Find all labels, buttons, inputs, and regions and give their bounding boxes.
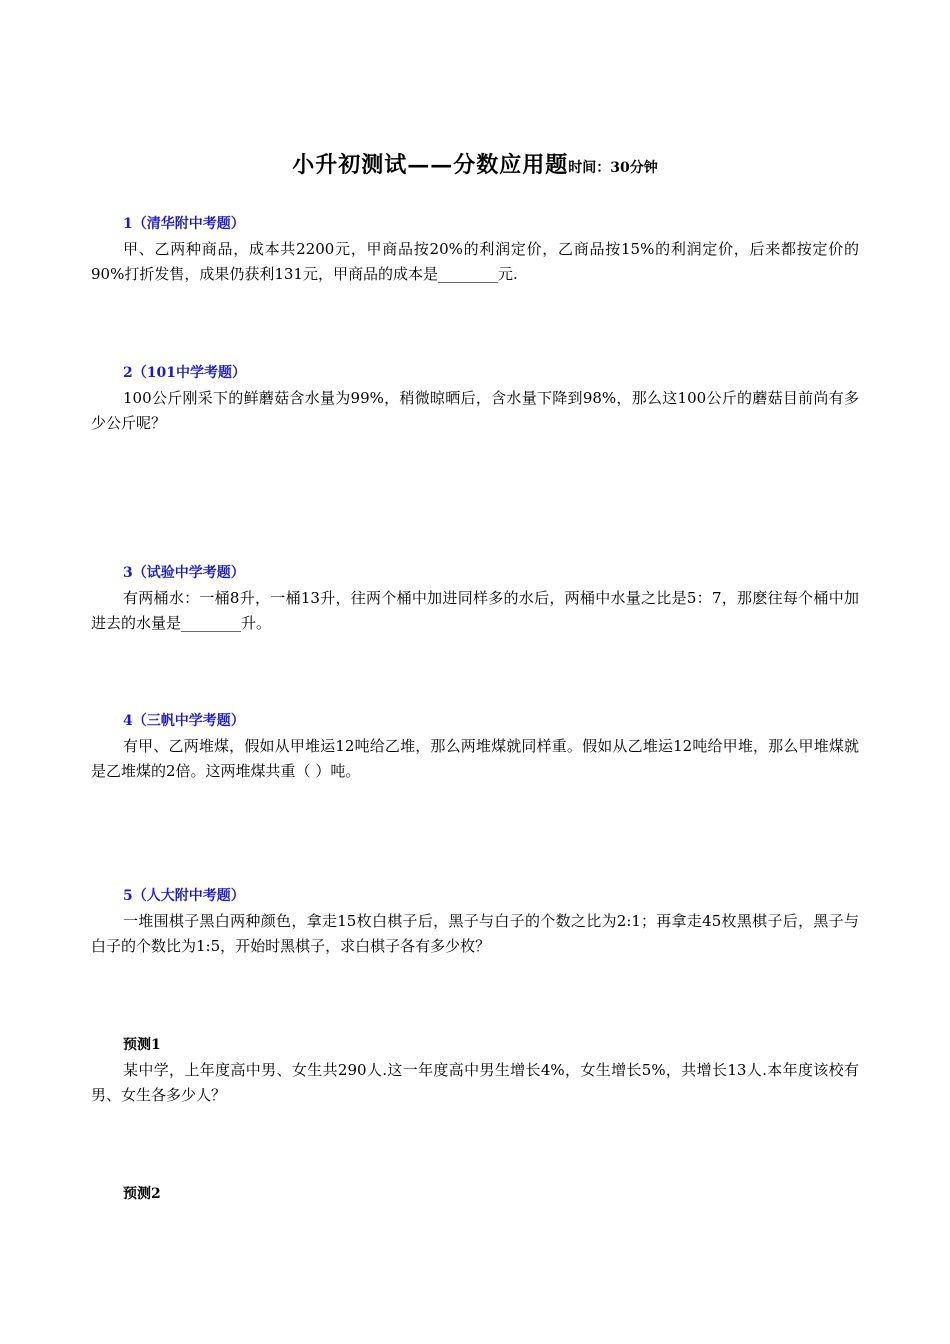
question-text: 甲、乙两种商品，成本共2200元，甲商品按20%的利润定价，乙商品按15%的利润定价，后来都按定价的90%打折发售，成果仍获利131元，甲商品的成本是________元. bbox=[91, 240, 859, 283]
page-title bbox=[0, 148, 950, 179]
title-main: 小升初测试——分数应用题 bbox=[292, 152, 569, 178]
question-2 bbox=[91, 362, 859, 436]
question-heading: 1（清华附中考题） bbox=[123, 216, 245, 232]
question-heading: 2（101中学考题） bbox=[123, 365, 246, 381]
question-text: 有甲、乙两堆煤，假如从甲堆运12吨给乙堆，那么两堆煤就同样重。假如从乙堆运12吨给甲堆，那么甲堆煤就是乙堆煤的2倍。这两堆煤共重（ ）吨。 bbox=[91, 737, 859, 780]
prediction-text: 某中学，上年度高中男、女生共290人.这一年度高中男生增长4%，女生增长5%，共增长13人.本年度该校有男、女生各多少人？ bbox=[91, 1061, 859, 1104]
prediction-heading: 预测1 bbox=[123, 1037, 161, 1053]
question-text: 一堆围棋子黑白两种颜色，拿走15枚白棋子后，黑子与白子的个数之比为2:1；再拿走45枚黑棋子后，黑子与白子的个数比为1:5，开始时黑棋子，求白棋子各有多少枚？ bbox=[91, 912, 859, 955]
prediction-heading: 预测2 bbox=[123, 1186, 161, 1202]
prediction-2 bbox=[91, 1183, 859, 1207]
question-text: 有两桶水：一桶8升，一桶13升，往两个桶中加进同样多的水后，两桶中水量之比是5：7，那麽往每个桶中加进去的水量是________升。 bbox=[91, 589, 859, 632]
question-4 bbox=[91, 710, 859, 784]
question-text: 100公斤刚采下的鲜蘑菇含水量为99%，稍微晾晒后，含水量下降到98%，那么这100公斤的蘑菇目前尚有多少公斤呢？ bbox=[91, 389, 859, 432]
question-1 bbox=[91, 213, 859, 287]
question-heading: 4（三帆中学考题） bbox=[123, 713, 245, 729]
question-heading: 3（试验中学考题） bbox=[123, 565, 245, 581]
question-heading: 5（人大附中考题） bbox=[123, 888, 245, 904]
question-5 bbox=[91, 885, 859, 959]
title-time: 时间：30分钟 bbox=[568, 160, 658, 176]
question-3 bbox=[91, 562, 859, 636]
prediction-1 bbox=[91, 1034, 859, 1108]
